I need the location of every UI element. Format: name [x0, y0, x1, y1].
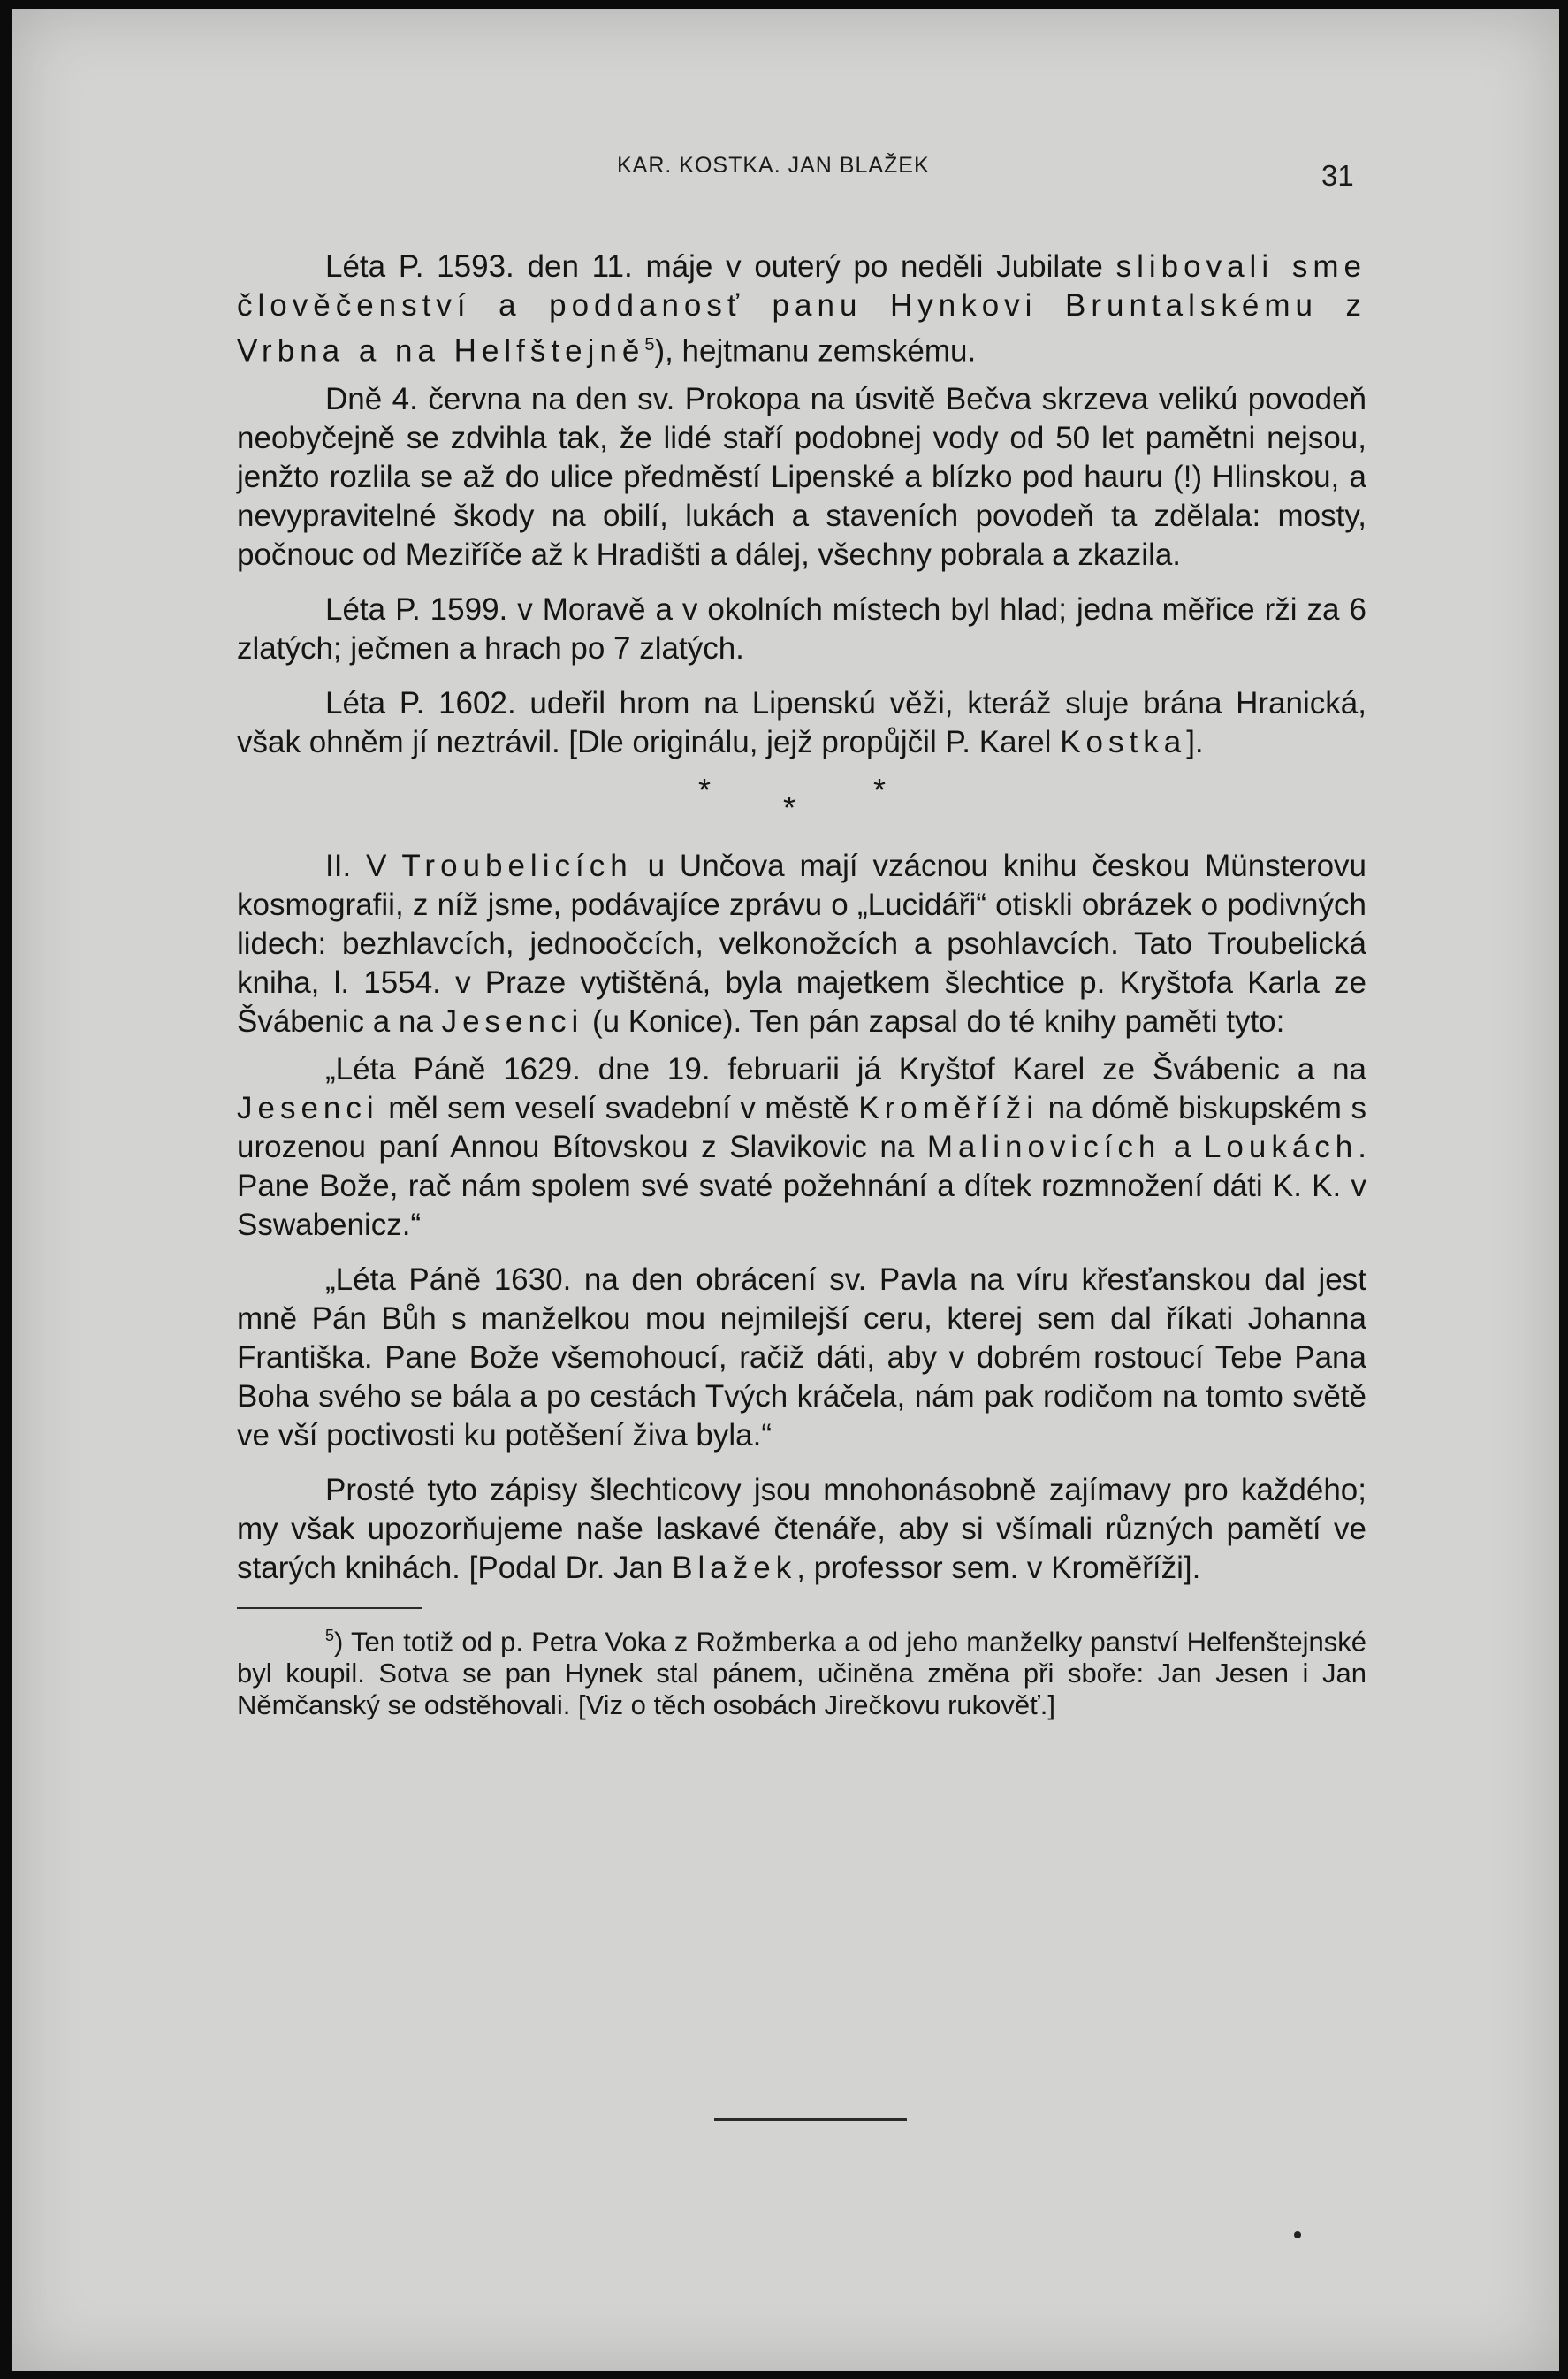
paragraph: Léta P. 1599. v Moravě a v okolních místech byl hlad; jedna měřice rži za 6 zlatých; ječmen a hrach po 7 zlatých.: [237, 591, 1366, 666]
scan-edge-mark: [0, 1752, 12, 1758]
page-number: 31: [1321, 159, 1354, 192]
footnote-rule: [237, 1607, 422, 1609]
separator-star: *: [783, 789, 796, 826]
scan-edge-mark: [0, 504, 12, 509]
scan-edge-mark: [0, 1077, 12, 1082]
section-separator: [237, 762, 1366, 847]
book-page: [12, 9, 1559, 2371]
separator-star: *: [698, 771, 712, 808]
separator-star: *: [873, 771, 887, 808]
paragraph: Léta P. 1602. udeřil hrom na Lipenskú věži, kteráž sluje brána Hranická, však ohněm jí neztrávil. [Dle originálu, jejž propůjčil P. Karel Kostka].: [237, 685, 1366, 759]
paragraph: Léta P. 1593. den 11. máje v outerý po neděli Jubilate slibovali sme člověčenství a poddanosť panu Hynkovi Bruntalskému z Vrbna a na Helfštejně$^5$), hejtmanu zemskému.: [237, 249, 1366, 369]
paragraph: Prosté tyto zápisy šlechticovy jsou mnohonásobně zajímavy pro každého; my však upozorňujeme naše laskavé čtenáře, aby si všímali různých pamětí ve starých knihách. [Podal Dr. Jan Blažek, professor sem. v Kroměříži].: [237, 1472, 1366, 1585]
paragraph: II. V Troubelicích u Unčova mají vzácnou knihu českou Münsterovu kosmografii, z níž jsme, podávajíce zprávu o „Lucidáři“ otiskli obrázek o podivných lidech: bezhlavcích, jednoočcích, velkonožcích a psohlavcích. Tato Troubelická kniha, l. 1554. v Praze vytištěná, byla majetkem šlechtice p. Kryštofa Karla ze Švábenic a na Jesenci (u Konice). Ten pán zapsal do té knihy paměti tyto:: [237, 848, 1367, 1039]
paragraph: Dně 4. června na den sv. Prokopa na úsvitě Bečva skrzeva velikú povodeň neobyčejně se zdvihla tak, že lidé staří podobnej vody od 50 let pamětni nejsou, jenžto rozlila se až do ulice předměstí Lipenské a blízko pod hauru (!) Hlinskou, a nevypravitelné škody na obilí, lukách a staveních povodeň ta zdělala: mosty, počnouc od Meziříče až k Hradišti a dálej, všechny pobrala a zkazila.: [237, 381, 1366, 572]
paragraph: „Léta Páně 1629. dne 19. februarii já Kryštof Karel ze Švábenic a na Jesenci měl sem veselí svadební v městě Kroměříži na dómě biskupském s urozenou paní Annou Bítovskou z Slavikovic na Malinovicích a Loukách. Pane Bože, rač nám spolem své svaté požehnání a dítek rozmnožení dáti K. K. v Sswabenicz.“: [237, 1051, 1366, 1242]
end-rule: [714, 2118, 907, 2121]
footnote-reference: 5: [644, 335, 655, 355]
footnote: $^5$) Ten totiž od p. Petra Voka z Rožmberka a od jeho manželky panství Helfenštejnské byl koupil. Sotva se pan Hynek stal pánem, učiněna změna při sboře: Jan Jesen i Jan Němčanský se odstěhovali. [Viz o těch osobách Jirečkovu rukověť.]: [237, 1625, 1366, 1720]
scan-edge-mark: [0, 88, 12, 94]
running-title: KAR. KOSTKA. JAN BLAŽEK: [617, 153, 930, 178]
footnote-marker: 5: [325, 1626, 335, 1644]
body-text: [237, 248, 1366, 1721]
paragraph: „Léta Páně 1630. na den obrácení sv. Pavla na víru křesťanskou dal jest mně Pán Bůh s manželkou mou nejmilejší ceru, kterej sem dal říkati Johanna Františka. Pane Bože všemohoucí, račiž dáti, aby v dobrém rostoucí Tebe Pana Boha svého se bála a po cestách Tvých kráčela, nám pak rodičom na tomto světě ve vší poctivosti ku potěšení živa byla.“: [237, 1262, 1366, 1453]
paper-speck: [1294, 2231, 1301, 2238]
scan-edge-mark: [0, 2113, 12, 2118]
